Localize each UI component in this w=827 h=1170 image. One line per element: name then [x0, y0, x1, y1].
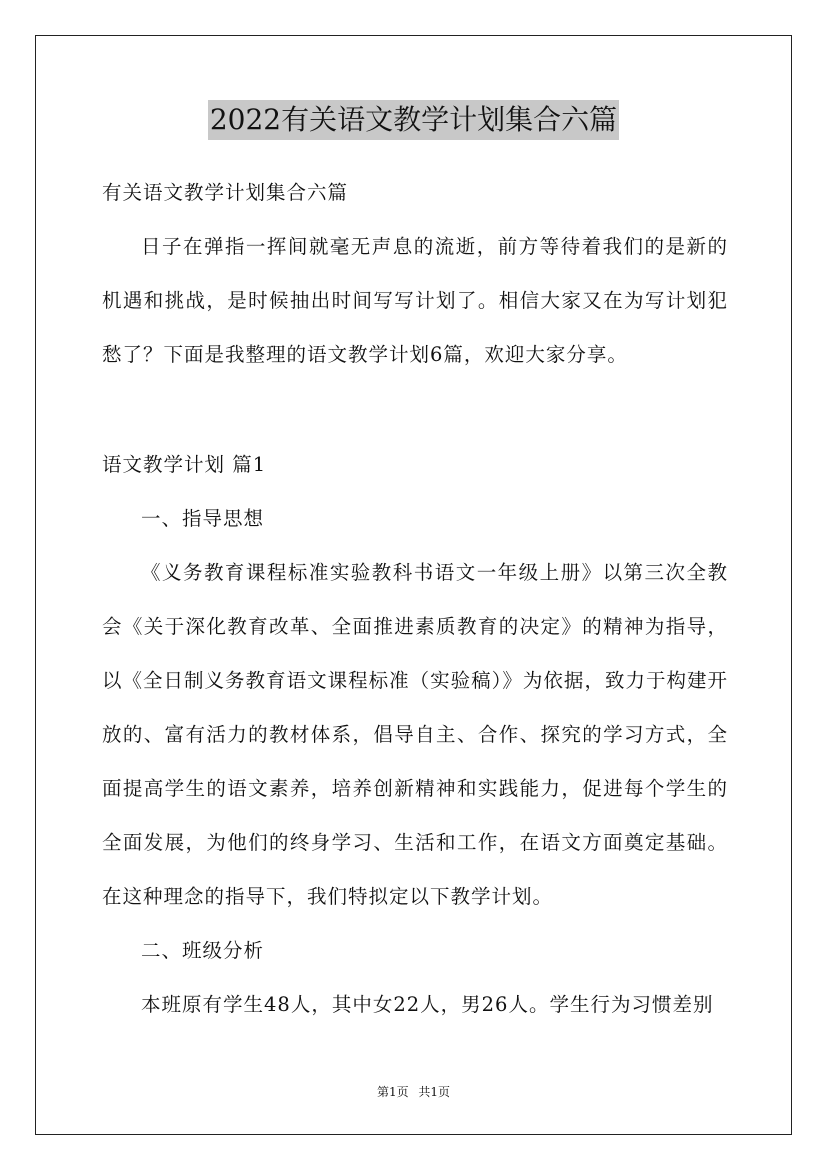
intro-paragraph: 日子在弹指一挥间就毫无声息的流逝，前方等待着我们的是新的机遇和挑战，是时候抽出时间写写计划了。相信大家又在为写计划犯愁了？下面是我整理的语文教学计划6篇，欢迎大家分享。: [102, 235, 728, 366]
part-heading-class-analysis: 二、班级分析: [141, 939, 265, 962]
document-title: 2022有关语文教学计划集合六篇: [208, 100, 619, 140]
section-1: [102, 438, 728, 1032]
part-body-guiding-ideology: 《义务教育课程标准实验教科书语文一年级上册》以第三次全教会《关于深化教育改革、全面推进素质教育的决定》的精神为指导，以《全日制义务教育语文课程标准（实验稿）》为依据，致力于构建开放的、富有活力的教材体系，倡导自主、合作、探究的学习方式，全面提高学生的语文素养，培养创新精神和实践能力，促进每个学生的全面发展，为他们的终身学习、生活和工作，在语文方面奠定基础。在这种理念的指导下，我们特拟定以下教学计划。: [102, 561, 728, 908]
page-number: 第1页: [376, 1085, 409, 1099]
part-body-class-analysis: 本班原有学生48人，其中女22人，男26人。学生行为习惯差别: [141, 993, 714, 1016]
page-footer: [0, 1083, 827, 1101]
document-subtitle: 有关语文教学计划集合六篇: [102, 181, 349, 204]
section-heading: 语文教学计划 篇1: [102, 453, 267, 476]
page-total: 共1页: [418, 1085, 451, 1099]
document-body: [102, 166, 728, 382]
title-container: [0, 100, 827, 140]
part-heading-guiding-ideology: 一、指导思想: [141, 507, 265, 530]
